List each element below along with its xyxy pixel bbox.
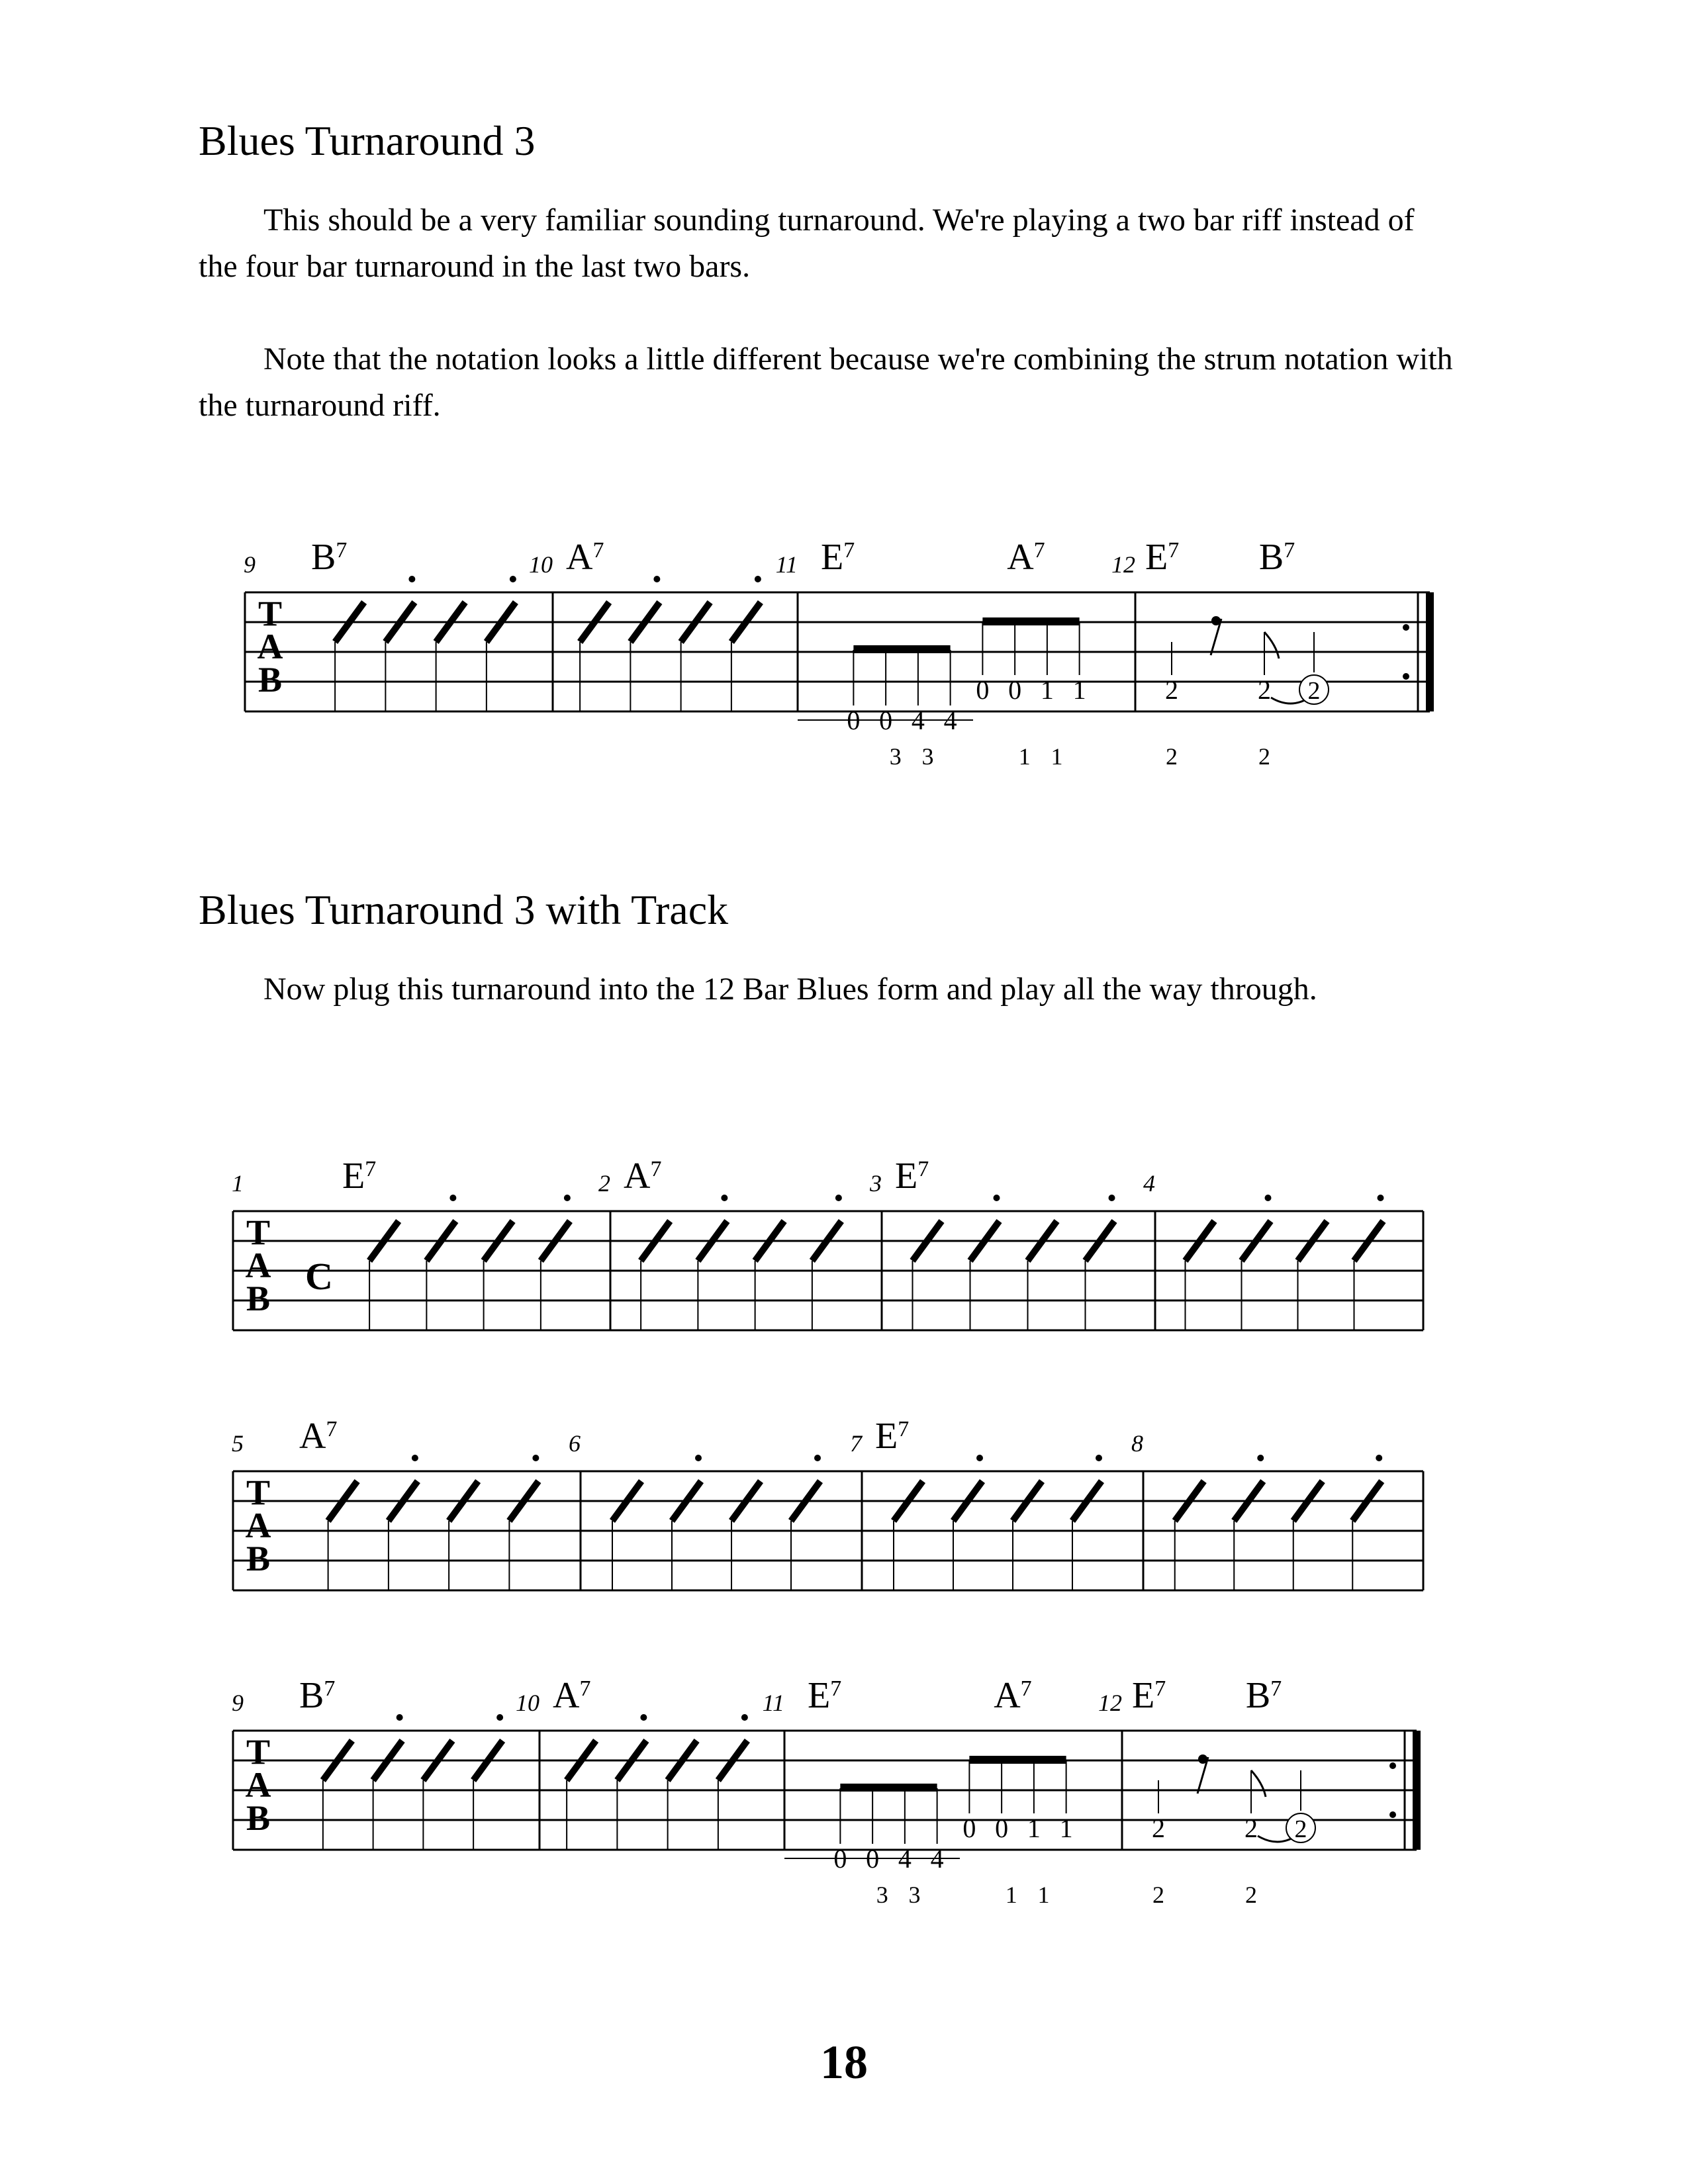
chord-extension: 7 — [324, 1676, 336, 1701]
fret-number: 0 — [962, 1813, 976, 1843]
tab-clef-letter: B — [246, 1279, 271, 1318]
fret-number: 2 — [1294, 1815, 1307, 1843]
tab-clef-letter: A — [245, 1246, 271, 1285]
beat-dot — [1109, 1195, 1115, 1201]
beat-dot — [721, 1195, 727, 1201]
tab-clef-letter: A — [245, 1506, 271, 1545]
beam — [969, 1756, 1066, 1764]
fret-number: 4 — [911, 705, 925, 735]
measure-number: 8 — [1131, 1430, 1143, 1457]
fret-number: 0 — [995, 1813, 1009, 1843]
finger-number: 1 — [1005, 1882, 1017, 1908]
section-title-1: Blues Turnaround 3 — [199, 117, 536, 164]
beam — [840, 1784, 937, 1792]
repeat-dot — [1389, 1762, 1396, 1769]
chord-symbol: $A^7$ — [994, 1675, 1032, 1716]
beat-dot — [564, 1195, 571, 1201]
chord-extension: 7 — [1020, 1676, 1032, 1701]
chord-extension: 7 — [592, 538, 604, 563]
tab-system-3 — [0, 1402, 1688, 1578]
tab-system-1 — [0, 523, 1688, 774]
section-title-2: Blues Turnaround 3 with Track — [199, 886, 729, 933]
fret-number: 0 — [879, 705, 893, 735]
measure-number: 11 — [762, 1690, 784, 1716]
beat-dot — [1378, 1195, 1384, 1201]
note-flag — [1251, 1770, 1266, 1797]
chord-symbol: $E^7$ — [808, 1675, 842, 1716]
chord-extension: 7 — [1284, 538, 1295, 563]
finger-number: 2 — [1152, 1882, 1164, 1908]
fret-number: 0 — [833, 1844, 847, 1874]
chord-extension: 7 — [1154, 1676, 1166, 1701]
chord-extension: 7 — [917, 1157, 929, 1181]
chord-symbol: $A^7$ — [624, 1156, 662, 1197]
tab-clef-letter: T — [246, 1732, 271, 1772]
chord-extension: 7 — [650, 1157, 662, 1181]
tab-clef-letter: A — [257, 627, 283, 666]
tab-clef-letter: A — [245, 1765, 271, 1805]
measure-number: 7 — [850, 1430, 862, 1457]
fret-number: 2 — [1152, 1813, 1165, 1843]
chord-extension: 7 — [579, 1676, 591, 1701]
beat-dot — [835, 1195, 842, 1201]
beam — [853, 645, 950, 653]
page-number: 18 — [820, 2036, 868, 2089]
fret-number: 4 — [898, 1844, 912, 1874]
beat-dot — [755, 576, 761, 582]
chord-symbol: $A^7$ — [566, 537, 604, 578]
beat-dot — [1376, 1455, 1382, 1461]
measure-number: 10 — [529, 551, 553, 578]
finger-number: 3 — [921, 743, 934, 770]
beat-dot — [496, 1714, 503, 1721]
tab-system-4 — [0, 1661, 1688, 1913]
chord-extension: 7 — [1270, 1676, 1282, 1701]
finger-number: 3 — [889, 743, 902, 770]
measure-number: 1 — [232, 1170, 244, 1197]
chord-extension: 7 — [1168, 538, 1180, 563]
chord-symbol: $E^7$ — [1145, 537, 1180, 578]
finger-number: 1 — [1037, 1882, 1050, 1908]
chord-extension: 7 — [326, 1417, 338, 1441]
paragraph-2: Note that the notation looks a little different because we're combining the strum notation with the turnaround riff. — [199, 341, 1453, 423]
tab-clef-letter: B — [246, 1798, 271, 1838]
chord-extension: 7 — [898, 1417, 910, 1441]
measure-number: 2 — [598, 1170, 610, 1197]
fret-number: 0 — [866, 1844, 880, 1874]
tab-clef-letter: B — [258, 660, 283, 700]
fret-number: 1 — [1059, 1813, 1073, 1843]
repeat-dot — [1403, 673, 1409, 680]
tab-clef-letter: T — [258, 594, 283, 633]
paragraph-1: This should be a very familiar sounding turnaround. We're playing a two bar riff instead of the four bar turnaround in the last two bars. — [199, 203, 1415, 284]
fret-number: 1 — [1040, 675, 1054, 705]
measure-number: 10 — [516, 1690, 539, 1716]
finger-number: 1 — [1051, 743, 1063, 770]
chord-symbol: $B^7$ — [1258, 537, 1295, 578]
paragraph-3: Now plug this turnaround into the 12 Bar Blues form and play all the way through. — [263, 972, 1317, 1007]
chord-symbol: $E^7$ — [821, 537, 855, 578]
chord-symbol: $B^7$ — [1245, 1675, 1282, 1716]
beat-dot — [1265, 1195, 1272, 1201]
chord-symbol: $E^7$ — [342, 1156, 377, 1197]
finger-number: 2 — [1258, 743, 1270, 770]
fret-number: 0 — [976, 675, 990, 705]
beat-dot — [640, 1714, 647, 1721]
fret-number: 0 — [847, 705, 861, 735]
chord-extension: 7 — [843, 538, 855, 563]
beat-dot — [1096, 1455, 1102, 1461]
finger-number: 3 — [876, 1882, 888, 1908]
beat-dot — [408, 576, 415, 582]
fret-number: 2 — [1165, 675, 1178, 705]
chord-symbol: $A^7$ — [1007, 537, 1045, 578]
finger-number: 3 — [908, 1882, 921, 1908]
chord-symbol: $B^7$ — [299, 1675, 336, 1716]
beat-dot — [741, 1714, 748, 1721]
fret-number: 1 — [1072, 675, 1086, 705]
fret-number: 4 — [930, 1844, 944, 1874]
measure-number: 11 — [775, 551, 798, 578]
beat-dot — [449, 1195, 456, 1201]
beat-dot — [397, 1714, 403, 1721]
chord-extension: 7 — [365, 1157, 377, 1181]
chord-symbol: $A^7$ — [553, 1675, 591, 1716]
measure-number: 9 — [244, 551, 256, 578]
measure-number: 12 — [1111, 551, 1135, 578]
beat-dot — [994, 1195, 1000, 1201]
fret-number: 4 — [943, 705, 957, 735]
chord-symbol: $E^7$ — [875, 1416, 910, 1457]
finger-number: 2 — [1166, 743, 1178, 770]
beam — [982, 617, 1079, 625]
fret-number: 2 — [1244, 1813, 1258, 1843]
beat-dot — [412, 1455, 418, 1461]
fret-number: 2 — [1258, 675, 1271, 705]
measure-number: 4 — [1143, 1170, 1155, 1197]
fret-number: 2 — [1307, 677, 1321, 705]
tab-system-2 — [0, 1142, 1688, 1318]
chord-symbol: $E^7$ — [1132, 1675, 1166, 1716]
measure-number: 6 — [569, 1430, 581, 1457]
finger-number: 2 — [1245, 1882, 1257, 1908]
beat-dot — [1257, 1455, 1264, 1461]
tab-clef-letter: B — [246, 1539, 271, 1578]
chord-extension: 7 — [830, 1676, 842, 1701]
time-signature: C — [305, 1255, 333, 1298]
beat-dot — [532, 1455, 539, 1461]
repeat-dot — [1403, 624, 1409, 631]
finger-number: 1 — [1018, 743, 1031, 770]
chord-extension: 7 — [1033, 538, 1045, 563]
chord-symbol: $E^7$ — [895, 1156, 929, 1197]
chord-symbol: $A^7$ — [299, 1416, 338, 1457]
beat-dot — [695, 1455, 702, 1461]
tab-clef-letter: T — [246, 1212, 271, 1252]
repeat-dot — [1389, 1811, 1396, 1818]
beat-dot — [653, 576, 660, 582]
beat-dot — [814, 1455, 821, 1461]
fret-number: 0 — [1008, 675, 1022, 705]
tab-clef-letter: T — [246, 1473, 271, 1512]
measure-number: 5 — [232, 1430, 244, 1457]
beat-dot — [976, 1455, 983, 1461]
fret-number: 1 — [1027, 1813, 1041, 1843]
measure-number: 9 — [232, 1690, 244, 1716]
chord-symbol: $B^7$ — [311, 537, 348, 578]
measure-number: 3 — [870, 1170, 882, 1197]
measure-number: 12 — [1098, 1690, 1122, 1716]
beat-dot — [510, 576, 516, 582]
chord-extension: 7 — [336, 538, 348, 563]
note-flag — [1264, 632, 1279, 659]
